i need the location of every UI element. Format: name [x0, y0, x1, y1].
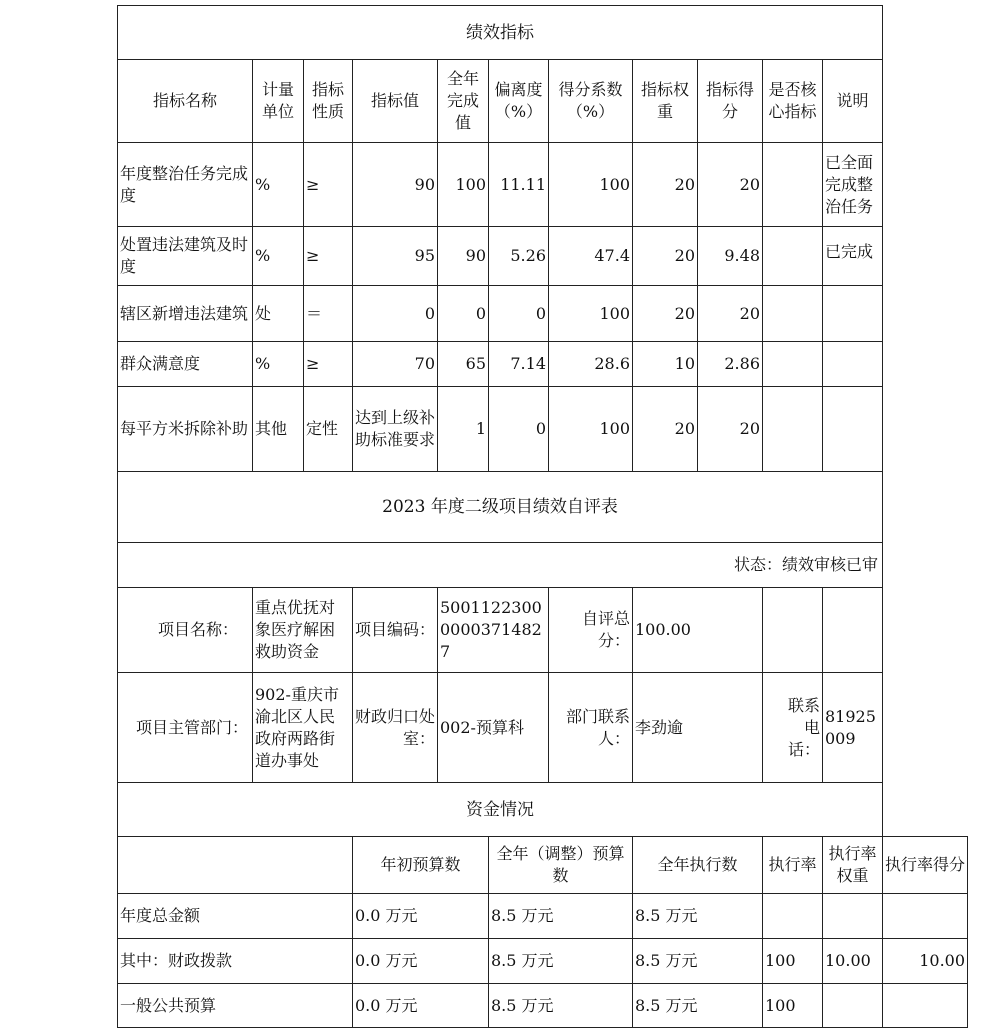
perf-cell-actual: 0 [438, 286, 489, 342]
project-phone-value: 81925009 [823, 673, 883, 783]
funds-cell-weight: 10.00 [823, 939, 883, 984]
project-office-value: 002-预算科 [438, 673, 549, 783]
perf-cell-weight: 20 [633, 227, 698, 286]
funds-cell-label: 一般公共预算 [118, 984, 353, 1028]
perf-cell-deviation: 0 [489, 387, 549, 472]
project-code-label: 项目编码： [353, 588, 438, 673]
funds-cell-initial: 0.0 万元 [353, 939, 489, 984]
perf-cell-deviation: 5.26 [489, 227, 549, 286]
project-dept-value: 902-重庆市渝北区人民政府两路街道办事处 [253, 673, 353, 783]
project-score-value: 100.00 [633, 588, 763, 673]
funds-cell-rate [763, 894, 823, 939]
perf-cell-weight: 20 [633, 387, 698, 472]
perf-header-weight: 指标权重 [633, 60, 698, 143]
funds-header-row [118, 837, 968, 894]
perf-header-core: 是否核心指标 [763, 60, 823, 143]
perf-cell-coefficient: 47.4 [549, 227, 633, 286]
perf-cell-nature: ＝ [304, 286, 353, 342]
funds-cell-weight [823, 894, 883, 939]
perf-header-note: 说明 [823, 60, 883, 143]
funds-cell-initial: 0.0 万元 [353, 894, 489, 939]
funds-row [118, 894, 968, 939]
project-name-value: 重点优抚对象医疗解困救助资金 [253, 588, 353, 673]
perf-cell-actual: 90 [438, 227, 489, 286]
funds-header-blank [118, 837, 353, 894]
perf-cell-name: 年度整治任务完成度 [118, 143, 253, 227]
perf-cell-unit: 其他 [253, 387, 304, 472]
perf-cell-unit: 处 [253, 286, 304, 342]
perf-cell-deviation: 11.11 [489, 143, 549, 227]
perf-cell-name: 每平方米拆除补助 [118, 387, 253, 472]
perf-cell-target: 95 [353, 227, 438, 286]
funds-cell-rate: 100 [763, 984, 823, 1028]
perf-cell-weight: 20 [633, 286, 698, 342]
perf-cell-target: 70 [353, 342, 438, 387]
perf-cell-unit: % [253, 227, 304, 286]
perf-cell-unit: % [253, 342, 304, 387]
perf-cell-deviation: 0 [489, 286, 549, 342]
funds-cell-weight [823, 984, 883, 1028]
perf-cell-target: 达到上级补助标准要求 [353, 387, 438, 472]
funds-cell-label: 其中：财政拨款 [118, 939, 353, 984]
perf-cell-score: 9.48 [698, 227, 763, 286]
funds-cell-executed: 8.5 万元 [633, 984, 763, 1028]
project-contact-label: 部门联系人： [549, 673, 633, 783]
funds-header-rate: 执行率 [763, 837, 823, 894]
perf-cell-nature: ≥ [304, 143, 353, 227]
perf-cell-note [823, 342, 883, 387]
empty-cell [763, 588, 823, 673]
perf-cell-deviation: 7.14 [489, 342, 549, 387]
performance-self-evaluation-table [117, 5, 968, 1028]
perf-cell-actual: 100 [438, 143, 489, 227]
perf-header-unit: 计量单位 [253, 60, 304, 143]
funds-cell-score [883, 894, 968, 939]
perf-row [118, 342, 968, 387]
report-status: 状态：绩效审核已审 [118, 543, 883, 588]
funds-cell-adjusted: 8.5 万元 [489, 939, 633, 984]
funds-cell-label: 年度总金额 [118, 894, 353, 939]
report-title: 2023 年度二级项目绩效自评表 [118, 472, 883, 543]
funds-section-title: 资金情况 [118, 783, 883, 837]
empty-cell [823, 588, 883, 673]
perf-cell-coefficient: 100 [549, 387, 633, 472]
funds-header-weight: 执行率权重 [823, 837, 883, 894]
funds-cell-score [883, 984, 968, 1028]
funds-cell-executed: 8.5 万元 [633, 894, 763, 939]
project-row [118, 673, 968, 783]
funds-cell-rate: 100 [763, 939, 823, 984]
perf-cell-note: 已完成 [823, 227, 883, 286]
perf-cell-nature: ≥ [304, 227, 353, 286]
perf-cell-score: 2.86 [698, 342, 763, 387]
project-code-value: 500112230000003714827 [438, 588, 549, 673]
project-office-label: 财政归口处室： [353, 673, 438, 783]
funds-cell-adjusted: 8.5 万元 [489, 894, 633, 939]
funds-header-executed: 全年执行数 [633, 837, 763, 894]
perf-cell-core [763, 387, 823, 472]
perf-cell-coefficient: 28.6 [549, 342, 633, 387]
perf-row [118, 286, 968, 342]
funds-cell-adjusted: 8.5 万元 [489, 984, 633, 1028]
perf-cell-name: 群众满意度 [118, 342, 253, 387]
perf-header-score: 指标得分 [698, 60, 763, 143]
perf-cell-actual: 65 [438, 342, 489, 387]
perf-cell-nature: ≥ [304, 342, 353, 387]
perf-cell-note: 已全面完成整治任务 [823, 143, 883, 227]
perf-cell-nature: 定性 [304, 387, 353, 472]
perf-header-coefficient: 得分系数（%） [549, 60, 633, 143]
perf-section-title: 绩效指标 [118, 6, 883, 60]
funds-cell-initial: 0.0 万元 [353, 984, 489, 1028]
perf-cell-score: 20 [698, 286, 763, 342]
perf-cell-unit: % [253, 143, 304, 227]
perf-cell-note [823, 286, 883, 342]
perf-cell-target: 0 [353, 286, 438, 342]
funds-row [118, 984, 968, 1028]
perf-row [118, 227, 968, 286]
perf-cell-coefficient: 100 [549, 143, 633, 227]
perf-cell-core [763, 227, 823, 286]
funds-header-adjusted: 全年（调整）预算数 [489, 837, 633, 894]
project-phone-label: 联系电话： [763, 673, 823, 783]
project-contact-value: 李劲逾 [633, 673, 763, 783]
perf-cell-core [763, 286, 823, 342]
perf-cell-actual: 1 [438, 387, 489, 472]
perf-cell-weight: 20 [633, 143, 698, 227]
funds-header-score: 执行率得分 [883, 837, 968, 894]
funds-header-initial: 年初预算数 [353, 837, 489, 894]
perf-cell-core [763, 342, 823, 387]
perf-cell-score: 20 [698, 143, 763, 227]
funds-cell-score: 10.00 [883, 939, 968, 984]
perf-row [118, 387, 968, 472]
project-dept-label: 项目主管部门： [118, 673, 253, 783]
perf-row [118, 143, 968, 227]
perf-header-name: 指标名称 [118, 60, 253, 143]
perf-cell-coefficient: 100 [549, 286, 633, 342]
funds-row [118, 939, 968, 984]
project-row [118, 588, 968, 673]
perf-cell-weight: 10 [633, 342, 698, 387]
perf-cell-score: 20 [698, 387, 763, 472]
project-name-label: 项目名称： [118, 588, 253, 673]
perf-header-deviation: 偏离度（%） [489, 60, 549, 143]
perf-header-nature: 指标性质 [304, 60, 353, 143]
perf-cell-name: 处置违法建筑及时度 [118, 227, 253, 286]
perf-cell-note [823, 387, 883, 472]
project-score-label: 自评总分： [549, 588, 633, 673]
funds-cell-executed: 8.5 万元 [633, 939, 763, 984]
perf-cell-target: 90 [353, 143, 438, 227]
perf-header-target: 指标值 [353, 60, 438, 143]
perf-cell-name: 辖区新增违法建筑 [118, 286, 253, 342]
perf-cell-core [763, 143, 823, 227]
perf-header-actual: 全年完成值 [438, 60, 489, 143]
